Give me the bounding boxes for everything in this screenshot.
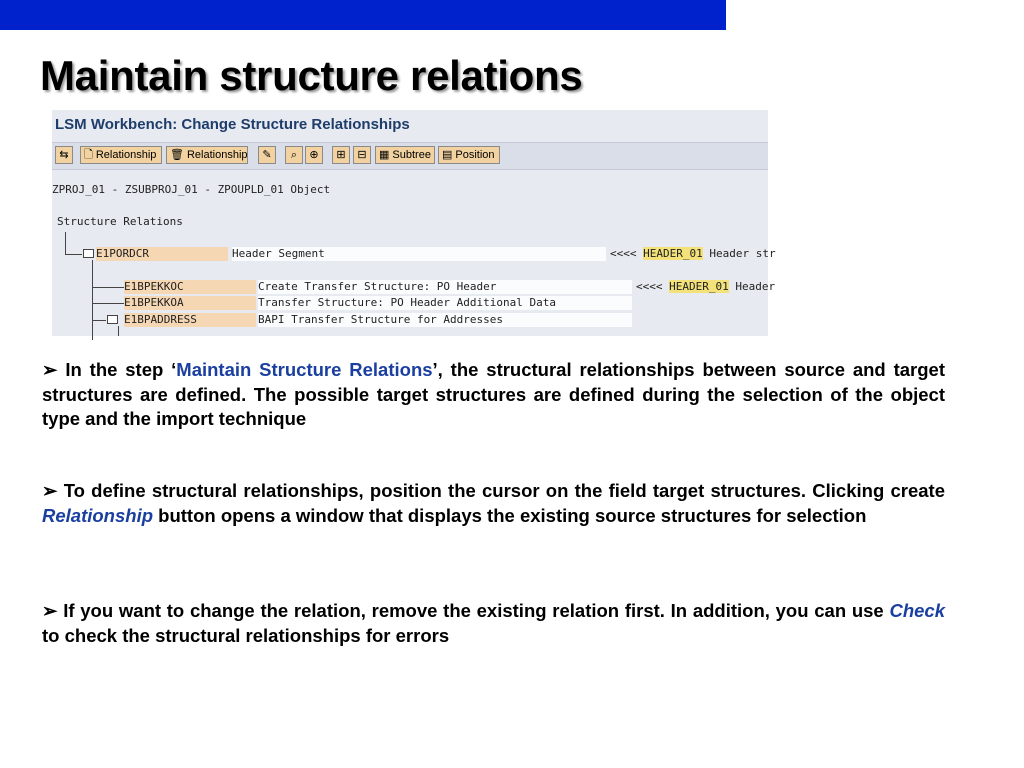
segment-description: Create Transfer Structure: PO Header (258, 280, 632, 294)
tree-line (118, 326, 119, 336)
find-button[interactable] (285, 146, 303, 164)
window-title: LSM Workbench: Change Structure Relationships (55, 116, 410, 133)
subtree-icon: ▦ (379, 148, 390, 161)
trash-icon: 🗑 (170, 148, 184, 161)
collapse-all-button[interactable] (353, 146, 371, 164)
bullet-1-text-start: In the step ‘ (65, 359, 177, 380)
relation-description: Header (735, 280, 776, 293)
relation-target: HEADER_01 (643, 247, 703, 260)
find-next-icon: ⊕ (309, 148, 319, 161)
tree-line (92, 303, 124, 304)
tree-line (92, 260, 93, 340)
delete-relationship-button[interactable] (166, 146, 248, 164)
bullet-2-text-start: To define structural relationships, position the cursor on the field target structures. Clicking create (63, 480, 945, 501)
segment-description: BAPI Transfer Structure for Addresses (258, 313, 632, 327)
find-icon: ⌕ (290, 148, 298, 161)
create-document-icon: 🗋 (84, 148, 93, 161)
bullet-3-text-end: to check the structural relationships for errors (42, 624, 450, 646)
relation-arrow: <<<< (636, 280, 663, 293)
bullet-arrow-icon: ➢ (42, 480, 64, 501)
bullet-2 (42, 479, 945, 528)
root-segment-description: Header Segment (232, 247, 606, 261)
bullet-1-highlight: Maintain Structure Relations (176, 359, 433, 380)
tree-line (65, 254, 82, 255)
folder-icon (107, 315, 118, 324)
bullet-arrow-icon: ➢ (42, 359, 66, 380)
check-icon: ✎ (262, 148, 272, 161)
subtree-label: Subtree (392, 149, 431, 161)
check-button[interactable] (258, 146, 276, 164)
relation-target: HEADER_01 (669, 280, 729, 293)
relation-arrow: <<<< (610, 247, 637, 260)
find-next-button[interactable] (305, 146, 323, 164)
create-relationship-label: Relationship (95, 149, 157, 161)
root-segment-relation[interactable] (610, 247, 776, 261)
position-button[interactable] (438, 146, 500, 164)
segment-name[interactable]: E1BPEKKOA (124, 296, 256, 310)
other-icon-button[interactable] (55, 146, 73, 164)
bullet-3-highlight: Check (889, 600, 945, 621)
top-accent-bar (0, 0, 726, 30)
collapse-all-icon: ⊟ (357, 148, 367, 161)
root-segment-name[interactable]: E1PORDCR (96, 247, 228, 261)
segment-name[interactable]: E1BPADDRESS (124, 313, 256, 327)
bullet-2-text-end: button opens a window that displays the existing source structures for selection (153, 504, 867, 526)
sap-screenshot (52, 110, 776, 336)
bullet-2-highlight: Relationship (42, 504, 154, 526)
create-relationship-button[interactable] (80, 146, 162, 164)
tree-line (65, 232, 66, 254)
structure-relations-label: Structure Relations (57, 215, 183, 228)
bullet-1 (42, 358, 945, 432)
toolbar (52, 142, 768, 170)
segment-name[interactable]: E1BPEKKOC (124, 280, 256, 294)
bullet-3-text-start: If you want to change the relation, remove the existing relation first. In addition, you can use (63, 600, 890, 621)
tree-line (92, 287, 124, 288)
bullet-arrow-icon: ➢ (42, 600, 64, 621)
slide-title: Maintain structure relations (40, 52, 583, 99)
object-path: ZPROJ_01 - ZSUBPROJ_01 - ZPOUPLD_01 Object (52, 183, 331, 196)
position-label: Position (455, 149, 495, 161)
expand-all-icon: ⊞ (336, 148, 346, 161)
delete-relationship-label: Relationship (186, 149, 248, 161)
tree-line (92, 320, 106, 321)
position-icon: ▤ (442, 148, 453, 161)
switch-icon: ⇆ (59, 148, 69, 161)
expand-all-button[interactable] (332, 146, 350, 164)
segment-description: Transfer Structure: PO Header Additional Data (258, 296, 632, 310)
bullet-1-text-end: ’, the structural relationships between source and target structures are defined. The possible target structures are defined during the selection of the object type and the import technique (42, 359, 945, 429)
subtree-button[interactable] (375, 146, 435, 164)
folder-icon (83, 249, 94, 258)
relation-description: Header str (709, 247, 776, 260)
bullet-3 (42, 599, 945, 648)
segment-relation[interactable] (636, 280, 775, 294)
